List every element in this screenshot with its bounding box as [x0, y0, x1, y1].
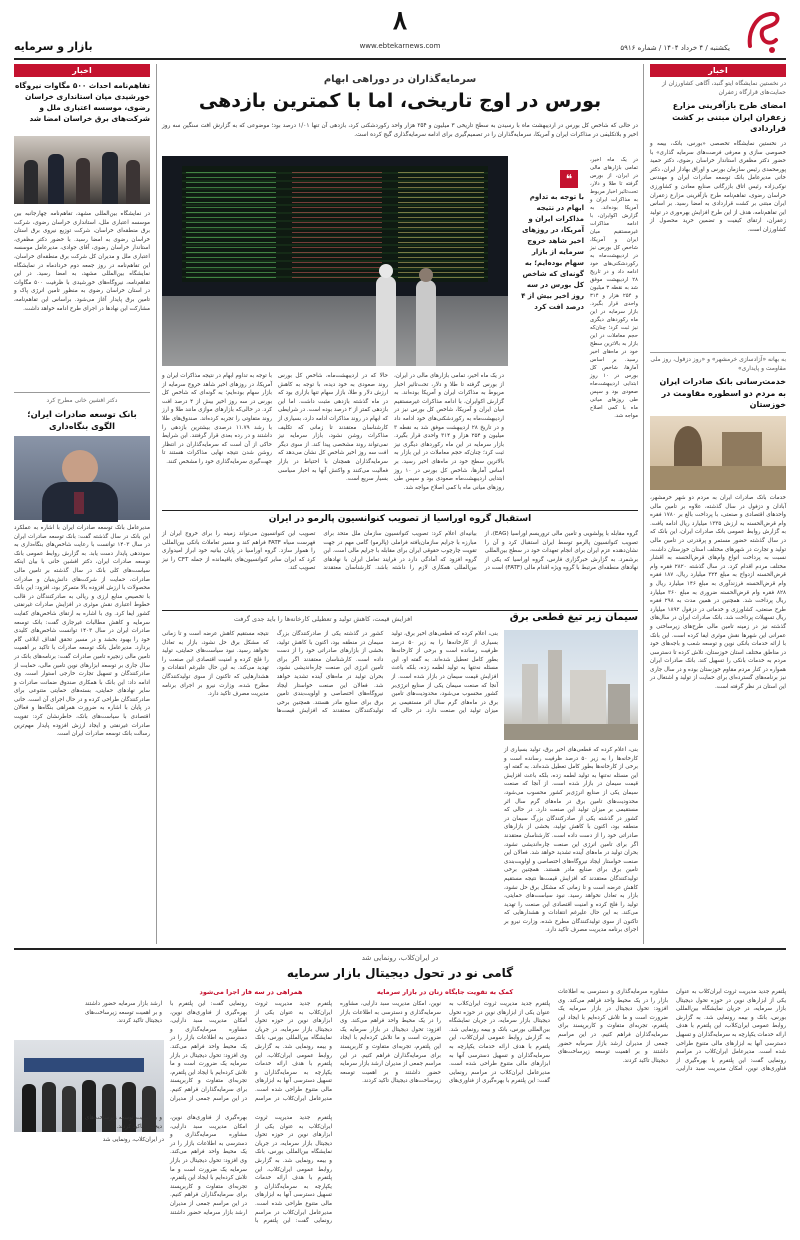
pull-quote-icon: ❝ — [560, 170, 578, 188]
bottom-body-left: پلتفرم جدید مدیریت ثروت ایران‌کلاب به عنوان یکی از ابزارهای نوین در حوزه تحول دیجیتال بازار سرمایه، در جریان نمایشگاه بین‌المللی بورس، بانک و بیمه رونمایی شد. به گزارش روابط عمومی ایران‌کلاب، این پلتفرم با هدف ارائه خدمات یکپارچه به سرمایه‌گذاران و تسهیل دسترسی آنها به ابزارهای مالی متنوع طراحی شده است. مدیرعامل ایران‌کلاب در مراسم رونمایی گفت: این پلتفرم با بهره‌گیری از فناوری‌های نوین، امکان مدیریت سبد دارایی، مشاوره سرمایه‌گذاری و دسترسی به اطلاعات بازار را در یک محیط واحد فراهم می‌کند. وی افزود: تحول دیجیتال در بازار سرمایه یک ضرورت است و ما تلاش کرده‌ایم با ایجاد این پلتفرم، تجربه‌ای متفاوت و کاربرپسند برای سرمایه‌گذاران فراهم کنیم. در این مراسم جمعی از مدیران ارشد بازار سرمایه حضور داشتند و بر اهمیت توسعه زیرساخت‌های دیجیتال تاکید کردند. — [85, 1001, 332, 1102]
main-body-col2: حالا که در اردیبهشت‌ماه، شاخص کل بورس روند صعودی به خود دیده، با توجه به کاهش ارزش دلار و طلا، بازار سهام تنها بازاری بود که در ماه گذشته بازدهی مثبت داشت. اما این بازدهی کمتر از ۲ درصد بوده است. در شرایطی که ابهام در روند مذاکرات ادامه دارد، بسیاری از کارشناسان معتقدند تا زمانی که تکلیف مذاکرات روشن نشود، بازار سرمایه نیز نمی‌تواند روند مشخصی پیدا کند. از سوی دیگر افت سه روز اخیر شاخص کل نشان می‌دهد که سرمایه‌گذاران همچنان با احتیاط در بازار فعالیت می‌کنند و واکنش آنها به اخبار سیاسی بسیار سریع است. — [278, 373, 389, 483]
bottom-kicker: در ایران‌کلاب، رونمایی شد — [361, 954, 439, 962]
bottom-body-middle: پلتفرم جدید مدیریت ثروت ایران‌کلاب به عنوان یکی از ابزارهای نوین در حوزه تحول دیجیتال بازار سرمایه، در جریان نمایشگاه بین‌المللی بورس، بانک و بیمه رونمایی شد. به گزارش روابط عمومی ایران‌کلاب، این پلتفرم با هدف ارائه خدمات یکپارچه به سرمایه‌گذاران و تسهیل دسترسی آنها به ابزارهای مالی متنوع طراحی شده است. مدیرعامل ایران‌کلاب در مراسم رونمایی گفت: این پلتفرم با بهره‌گیری از فناوری‌های نوین، امکان مدیریت سبد دارایی، مشاوره سرمایه‌گذاری و دسترسی به اطلاعات بازار را در یک محیط واحد فراهم می‌کند. وی افزود: تحول دیجیتال در بازار سرمایه یک ضرورت است و ما تلاش کرده‌ایم با ایجاد این پلتفرم، تجربه‌ای متفاوت و کاربرپسند برای سرمایه‌گذاران فراهم کنیم. در این مراسم جمعی از مدیران ارشد بازار سرمایه حضور داشتند و بر اهمیت توسعه زیرساخت‌های دیجیتال تاکید کردند. — [340, 1001, 550, 1085]
left-news-tag: اخبار — [14, 64, 150, 77]
pull-quote: با توجه به تداوم ابهام در نتیجه مذاکرات ایران و آمریکا، در روزهای اخیر شاهد خروج سرمایه از بازار سهام بوده‌ایم؛ به گونه‌ای که شاخص کل بورس در سه روز اخیر بیش از ۴ درصد افت کرد — [521, 193, 584, 311]
website: www.ebtekarnews.com — [359, 42, 441, 50]
left-story1-photo — [14, 136, 150, 204]
divider — [650, 352, 786, 353]
right-story1-headline: امضای طرح بازآفرینی مزارع زعفران ایران مبتنی بر کشت قراردادی — [672, 101, 786, 133]
fatf-headline: استقبال گروه اوراسیا از تصویب کنوانسیون پالرمو در ایران — [268, 514, 532, 524]
electricity-kicker: افزایش قیمت، کاهش تولید و تعطیلی کارخانه‌ها را باید جدی گرفت — [233, 615, 412, 623]
section-title: بازار و سرمایه — [14, 40, 93, 53]
right-story2-body: خدمات بانک صادرات ایران به مردم دو شهر خرمشهر، آبادان و دزفول در سال گذشته، علاوه بر تامین مالی واحدهای اقتصادی و صنعتی، با پرداخت بالغ بر ۱۷۸۰ فقره وام قرض‌الحسنه به ارزش ۱۳۳۵ میلیارد ریال ادامه یافت. به گزارش روابط عمومی بانک صادرات ایران، این بانک که در سال گذشته حضور مستمر و پرقدرتی در تامین مالی تولید و تجارت در شهرهای مختلف استان خوزستان داشت، نسبت به پرداخت انواع وام‌های قرض‌الحسنه به اقشار مختلف مردم اقدام کرد. در سال گذشته ۲۸۲۰ فقره وام قرض‌الحسنه ازدواج به مبلغ ۳۲۴ میلیارد ریال، ۱۸۷ فقره وام قرض‌الحسنه فرزندآوری به مبلغ ۱۴۶ میلیارد ریال و ۸۲۸ فقره وام قرض‌الحسنه ضروری به مبلغ ۳۶۰ میلیارد ریال پرداخت شد. همچنین در همین مدت به ۲۹۸ فقره طرح صنعتی، کشاورزی و خدماتی در دزفول ۱۸۹۲ میلیارد ریال تسهیلات پرداخت شد. بانک صادرات ایران در سال‌های گذشته نیز در زمینه تامین مالی طرح‌های زیرساختی و عمرانی این شهرها نقش موثری ایفا کرده است. این بانک با ارائه خدمات بانکی نوین و توسعه شعب و باجه‌های خود در مناطق مختلف استان خوزستان، تلاش کرده تا دسترسی مردم به خدمات بانکی را تسهیل کند. بانک صادرات ایران همواره در کنار مردم مقاوم خوزستان بوده و در سال جاری نیز برنامه‌های گسترده‌ای برای حمایت از تولید و اشتغال در این استان در نظر گرفته است. — [650, 495, 786, 691]
left-story2-body: مدیرعامل بانک توسعه صادرات ایران با اشاره به عملکرد این بانک در سال گذشته گفت: بانک توسعه صادرات ایران در سال ۱۴۰۳ توانست با رعایت شاخص‌های بنگاه‌داری به سوددهی پایدار دست یابد. به گزارش روابط عمومی بانک توسعه صادرات ایران، دکتر افشین خانی با بیان اینکه سیاست‌های کلی بانک در سال گذشته بر تامین مالی صادرات، حمایت از شرکت‌های دانش‌بنیان و صادرات محصولات با ارزش افزوده بالا متمرکز بود، افزود: این بانک با تخصیص منابع ارزی و ریالی به صادرکنندگان در قالب خطوط اعتباری نقش موثری در افزایش صادرات غیرنفتی کشور ایفا کرد. وی با اشاره به ارتقای شاخص‌های کفایت سرمایه و کاهش مطالبات غیرجاری گفت: بانک توسعه صادرات ایران در سال ۱۴۰۳ توانست شاخص‌های کلیدی خود را بهبود بخشد و در مسیر تحقق اهداف ابلاغی گام بردارد. مدیرعامل بانک توسعه صادرات با تاکید بر اهمیت تامین مالی زنجیره تامین صادرات گفت: برنامه‌های بانک در سال جاری بر توسعه ابزارهای نوین تامین مالی، حمایت از صادرکنندگان و تسهیل تجارت خارجی استوار است. وی ادامه داد: این بانک با همکاری صندوق ضمانت صادرات و سایر نهادهای حمایتی، بسته‌های حمایتی متنوعی برای صادرکنندگان طراحی کرده و در حال اجرای آن است. خانی در پایان با اشاره به ضرورت همراهی بنگاه‌ها و فعالان اقتصادی با سیاست‌های بانک، خاطرنشان کرد: تقویت صادرات غیرنفتی و ایجاد ارزش افزوده پایدار مهم‌ترین رسالت بانک توسعه صادرات ایران است. — [14, 525, 150, 738]
divider — [14, 948, 786, 950]
right-story2-photo — [650, 416, 786, 490]
bottom-body-right: پلتفرم جدید مدیریت ثروت ایران‌کلاب به عنوان یکی از ابزارهای نوین در حوزه تحول دیجیتال بازار سرمایه، در جریان نمایشگاه بین‌المللی بورس، بانک و بیمه رونمایی شد. به گزارش روابط عمومی ایران‌کلاب، این پلتفرم با هدف ارائه خدمات یکپارچه به سرمایه‌گذاران و تسهیل دسترسی آنها به ابزارهای مالی متنوع طراحی شده است. مدیرعامل ایران‌کلاب در مراسم رونمایی گفت: این پلتفرم با بهره‌گیری از فناوری‌های نوین، امکان مدیریت سبد دارایی، مشاوره سرمایه‌گذاری و دسترسی به اطلاعات بازار را در یک محیط واحد فراهم می‌کند. وی افزود: تحول دیجیتال در بازار سرمایه یک ضرورت است و ما تلاش کرده‌ایم با ایجاد این پلتفرم، تجربه‌ای متفاوت و کاربرپسند برای سرمایه‌گذاران فراهم کنیم. در این مراسم جمعی از مدیران ارشد بازار سرمایه حضور داشتند و بر اهمیت توسعه زیرساخت‌های دیجیتال تاکید کردند. — [558, 989, 786, 1073]
left-story1-headline: تفاهم‌نامه احداث ۵۰۰ مگاوات نیروگاه خورشیدی میان استانداری خراسان رضوی، موسسه اعتباری ملل و شرکت‌های برق خراسان امضا شد — [15, 81, 150, 123]
electricity-photo — [504, 630, 638, 740]
page-number: ۸ — [393, 6, 407, 36]
right-story2-headline: خدمت‌رسانی بانک صادرات ایران به مردم دو اسطوره مقاومت در خوزستان — [659, 377, 786, 409]
main-body-col1: با توجه به تداوم ابهام در نتیجه مذاکرات ایران و آمریکا، در روزهای اخیر شاهد خروج سرمایه از بازار سهام بوده‌ایم؛ به گونه‌ای که شاخص کل بورس در سه روز اخیر بیش از ۴ درصد افت کرد. در حالی‌که بازارهای موازی مانند طلا و ارز روند متفاوتی را تجربه کرده‌اند. صندوق‌های طلا با رشد ۱۱.۷۹ درصدی بیشترین بازدهی را داشتند و در رده بعدی قرار گرفتند. این شرایط حاکی از آن است که سرمایه‌گذاران در انتظار روشن شدن نتیجه نهایی مذاکرات هستند تا جهت‌گیری سرمایه‌گذاری خود را مشخص کنند. — [162, 373, 272, 465]
electricity-headline: سیمان زیر تیغ قطعی برق — [509, 612, 638, 623]
bottom-headline: گامی نو در تحول دیجیتال بازار سرمایه — [286, 966, 514, 980]
date-issue: یکشنبه / ۴ خرداد ۱۴۰۴ / شماره ۵۹۱۶ — [620, 44, 730, 52]
left-story1-body: در نمایشگاه بین‌المللی مشهد، تفاهم‌نامه چهارجانبه بین موسسه اعتباری ملل، استانداری خراسان رضوی، شرکت برق منطقه‌ای خراسان، شرکت توزیع نیروی برق استان خراسان رضوی به امضا رسید. با حضور دکتر مظفری، استاندار خراسان رضوی، آقای جوادی، مدیرعامل موسسه اعتباری ملل و مدیران کل شرکت برق منطقه‌ای خراسان، این تفاهم‌نامه در روز جمعه دوم خرداد‌ماه در نمایشگاه نمایشگاه بین‌المللی مشهد، به امضا رسید. در این تفاهم‌نامه، نیروگاه‌های خورشیدی با ظرفیت ۵۰۰ مگاوات در استان خراسان رضوی به منظور تامین انرژی پاک و تامین برق پایدار آغاز می‌شود. براساس این تفاهم‌نامه، مشارکت این نهادها در اجرای طرح ادامه خواهد داشت. — [14, 211, 150, 312]
bottom-subhead1: کمک به تقویت جایگاه زنان در بازار سرمایه — [376, 988, 514, 996]
main-kicker: سرمایه‌گذاران در دوراهی ابهام — [323, 74, 477, 85]
main-body-right: در یک ماه اخیر، تمامی بازارهای مالی در ایران، از بورس گرفته تا طلا و دلار، تحت‌تاثیر اخبار مربوط به مذاکرات ایران و آمریکا بوده‌اند. به گزارش اکوایران، با ادامه مذاکرات غیرمستقیم میان ایران و آمریکا، شاخص کل بورس نیز در اردیبهشت‌ماه به رکوردشکنی‌های خود ادامه داد و در تاریخ ۲۸ اردیبهشت موفق شد به نقطه ۳ میلیون و ۲۵۴ هزار و ۳۱۴ واحدی قرار بگیرد. بازار سرمایه در این ماه رکوردهای دیگری نیز ثبت کرد؛ چنان‌که حجم معاملات در این بازار به بالاترین سطح خود در ماه‌های اخیر رسید. بر اساس آمارها، شاخص کل بورس در ۱۰ روز ابتدایی اردیبهشت‌ماه صعودی بود و سپس طی روزهای میانی ماه با کمی اصلاح مواجه شد. — [590, 157, 638, 419]
divider — [162, 510, 638, 511]
bottom-body-extra: پلتفرم جدید مدیریت ثروت ایران‌کلاب به عنوان یکی از ابزارهای نوین در حوزه تحول دیجیتال بازار سرمایه، در جریان نمایشگاه بین‌المللی بورس، بانک و بیمه رونمایی شد. به گزارش روابط عمومی ایران‌کلاب، این پلتفرم با هدف ارائه خدمات یکپارچه به سرمایه‌گذاران و تسهیل دسترسی آنها به ابزارهای مالی متنوع طراحی شده است. مدیرعامل ایران‌کلاب در مراسم رونمایی گفت: این پلتفرم با بهره‌گیری از فناوری‌های نوین، امکان مدیریت سبد دارایی، مشاوره سرمایه‌گذاری و دسترسی به اطلاعات بازار را در یک محیط واحد فراهم می‌کند. وی افزود: تحول دیجیتال در بازار سرمایه یک ضرورت است و ما تلاش کرده‌ایم با ایجاد این پلتفرم، تجربه‌ای متفاوت و کاربرپسند برای سرمایه‌گذاران فراهم کنیم. در این مراسم جمعی از مدیران ارشد بازار سرمایه حضور داشتند — [170, 1115, 332, 1225]
left-story2-headline: بانک توسعه صادرات ایران؛ الگوی بنگاه‌داری — [27, 409, 137, 431]
bottom-subhead2: همراهی در سه فاز اجرا می‌شود — [199, 988, 303, 996]
right-news-tag: اخبار — [650, 64, 786, 77]
column-separator — [643, 64, 644, 944]
divider — [14, 392, 150, 393]
right-story1-kicker: در نخستین نمایشگاه ایتو گنبد، آگاهی کشاورزان از حمایت‌های قرارگاه زعفران — [662, 80, 786, 96]
masthead-rule — [14, 58, 786, 60]
ebtekar-logo — [742, 6, 786, 56]
main-body-col3: در یک ماه اخیر، تمامی بازارهای مالی در ایران، از بورس گرفته تا طلا و دلار، تحت‌تاثیر اخبار مربوط به مذاکرات ایران و آمریکا بوده‌اند. به گزارش اکوایران، با ادامه مذاکرات غیرمستقیم میان ایران و آمریکا، شاخص کل بورس نیز در اردیبهشت‌ماه به رکوردشکنی‌های خود ادامه داد و در تاریخ ۲۸ اردیبهشت موفق شد به نقطه ۳ میلیون و ۲۵۴ هزار و ۳۱۴ واحدی قرار بگیرد. بازار سرمایه در این ماه رکوردهای دیگری نیز ثبت کرد؛ چنان‌که حجم معاملات در این بازار به بالاترین سطح خود در ماه‌های اخیر رسید. بر اساس آمارها، شاخص کل بورس در ۱۰ روز ابتدایی اردیبهشت‌ماه صعودی بود و سپس طی روزهای میانی ماه با کمی اصلاح مواجه شد. — [394, 373, 505, 491]
fatf-body: گروه مقابله با پولشویی و تامین مالی تروریسم اوراسیا (EAG)، از تصویب کنوانسیون پالرمو توسط ایران استقبال کرد و آن را نشان‌دهنده عزم ایران برای انجام تعهدات خود در سطح بین‌المللی برشمرد. به گزارش خبرگزاری فارس، گروه اوراسیا که یکی از نهادهای منطقه‌ای مرتبط با گروه ویژه اقدام مالی (FATF) است در بیانیه‌ای اعلام کرد: تصویب کنوانسیون سازمان ملل متحد برای مبارزه با جرایم سازمان‌یافته فراملی (پالرمو) گامی مهم در جهت تقویت چارچوب حقوقی ایران برای مقابله با جرایم مالی است. این گروه افزود که آمادگی دارد در فرایند تعامل ایران با نهادهای بین‌المللی همکاری لازم را داشته باشد. کارشناسان معتقدند تصویب این کنوانسیون می‌تواند زمینه را برای خروج ایران از فهرست سیاه FATF فراهم کند و مسیر تعاملات بانکی بین‌المللی را هموار سازد. گروه اوراسیا در پایان بیانیه خود ابراز امیدواری کرد که ایران سایر کنوانسیون‌های باقیمانده از جمله CFT را نیز تصویب کند. — [162, 531, 638, 572]
masthead — [0, 0, 800, 62]
electricity-body: بنی، اعلام کرده که قطعی‌های اخیر برق، تولید بسیاری از کارخانه‌ها را به زیر ۵۰ درصد ظرفیت رسانده است و برخی از کارخانه‌ها بطور کامل تعطیل شده‌اند. به گفته او، این مسئله نه‌تنها به تولید لطمه زده، بلکه باعث افزایش قیمت سیمان در بازار شده است. از آنجا که صنعت سیمان یکی از صنایع انرژی‌بر کشور محسوب می‌شود، محدودیت‌های تامین برق در ماه‌های گرم سال اثر مستقیمی بر میزان تولید این صنعت دارد. در حالی که کشور در گذشته یکی از صادرکنندگان بزرگ سیمان در منطقه بود، اکنون با کاهش تولید، بخشی از بازارهای صادراتی خود را از دست داده است. کارشناسان معتقدند اگر برای تامین انرژی این صنعت چاره‌اندیشی نشود، بحران تولید در ماه‌های آینده تشدید خواهد شد. فعالان این صنعت خواستار ایجاد نیروگاه‌های اختصاصی و اولویت‌بندی تامین برق برای صنایع مادر هستند. همچنین برخی تولیدکنندگان معتقدند که افزایش قیمت‌ها نتیجه مستقیم کاهش عرضه است و تا زمانی که مشکل برق حل نشود، بازار به تعادل نخواهد رسید. نبود سیاست‌های حمایتی، تولید را فلج کرده و امنیت اقتصادی این صنعت را تهدید می‌کند. به این حال علیرغم انتقادات و هشدارهایی که تاکنون از سوی تولیدکنندگان مطرح شده، وزارت نیرو بر اجرای برنامه مدیریت مصرف تاکید دارد. — [162, 631, 498, 715]
main-lead: در حالی که شاخص کل بورس در اردیبهشت ماه با رسیدن به سطح تاریخی ۳ میلیون و ۲۵۴ هزار واحد رکوردشکنی کرد، بازدهی آن تنها ۱/۰۱ درصد بود؛ موضوعی که به گزارش افت سنگین سه روز اخیر و بلاتکلیفی در مذاکرات ایران و آمریکا، سرمایه‌گذاران را در تصمیم‌گیری برای ادامه سرمایه‌گذاری گیج کرده است. — [162, 123, 638, 138]
left-story2-photo — [14, 436, 150, 520]
main-headline: بورس در اوج تاریخی، اما با کمترین بازدهی — [198, 90, 602, 112]
column-separator — [156, 64, 157, 944]
right-story2-kicker: به بهانه «آزادسازی خرمشهر» و «روز دزفول، روز ملی مقاومت و پایداری» — [650, 356, 786, 372]
right-story1-body: در نخستین نمایشگاه تخصصی «بورس، بانک، بیمه و خصوصی سازی و معرفی فرصت‌های سرمایه گذاری» با حضور دکتر مظفری استاندار خراسان رضوی، دکتر حمید پورمحمدی رئیس سازمان بورس و اوراق بهادار ایران، دکتر خانی مدیرعامل بانک توسعه صادرات ایران و مهندس نوکی‌زاده رئیس اتاق بازرگانی صنایع معادن و کشاورزی خراسان رضوی، تفاهم‌نامه طرح بازآفرینی مزارع زعفران ایران مبتنی بر کشت قراردادی به امضا رسید. بر اساس این تفاهم‌نامه، هدف از این طرح افزایش بهره‌وری در تولید زعفران، ارتقای کیفیت و تضمین خرید محصول از کشاورزان است. — [650, 141, 786, 233]
divider — [162, 610, 638, 611]
bottom-caption-left: در ایران‌کلاب، رونمایی شد — [102, 1137, 164, 1143]
left-story2-kicker: دکتر افشین خانی مطرح کرد — [46, 397, 118, 404]
main-photo-stock-board — [162, 156, 508, 366]
electricity-body-cont: بنی، اعلام کرده که قطعی‌های اخیر برق، تولید بسیاری از کارخانه‌ها را به زیر ۵۰ درصد ظرفیت رسانده است و برخی از کارخانه‌ها بطور کامل تعطیل شده‌اند. به گفته او، این مسئله نه‌تنها به تولید لطمه زده، بلکه باعث افزایش قیمت سیمان در بازار شده است. از آنجا که صنعت سیمان یکی از صنایع انرژی‌بر کشور محسوب می‌شود، محدودیت‌های تامین برق در ماه‌های گرم سال اثر مستقیمی بر میزان تولید این صنعت دارد. در حالی که کشور در گذشته یکی از صادرکنندگان بزرگ سیمان در منطقه بود، اکنون با کاهش تولید، بخشی از بازارهای صادراتی خود را از دست داده است. کارشناسان معتقدند اگر برای تامین انرژی این صنعت چاره‌اندیشی نشود، بحران تولید در ماه‌های آینده تشدید خواهد شد. فعالان این صنعت خواستار ایجاد نیروگاه‌های اختصاصی و اولویت‌بندی تامین برق برای صنایع مادر هستند. همچنین برخی تولیدکنندگان معتقدند که افزایش قیمت‌ها نتیجه مستقیم کاهش عرضه است و تا زمانی که مشکل برق حل نشود، بازار به تعادل نخواهد رسید. نبود سیاست‌های حمایتی، تولید را فلج کرده و امنیت اقتصادی این صنعت را تهدید می‌کند. به این حال علیرغم انتقادات و هشدارهایی که تاکنون از سوی تولیدکنندگان مطرح شده، وزارت نیرو بر اجرای برنامه مدیریت مصرف تاکید دارد. — [504, 747, 638, 934]
